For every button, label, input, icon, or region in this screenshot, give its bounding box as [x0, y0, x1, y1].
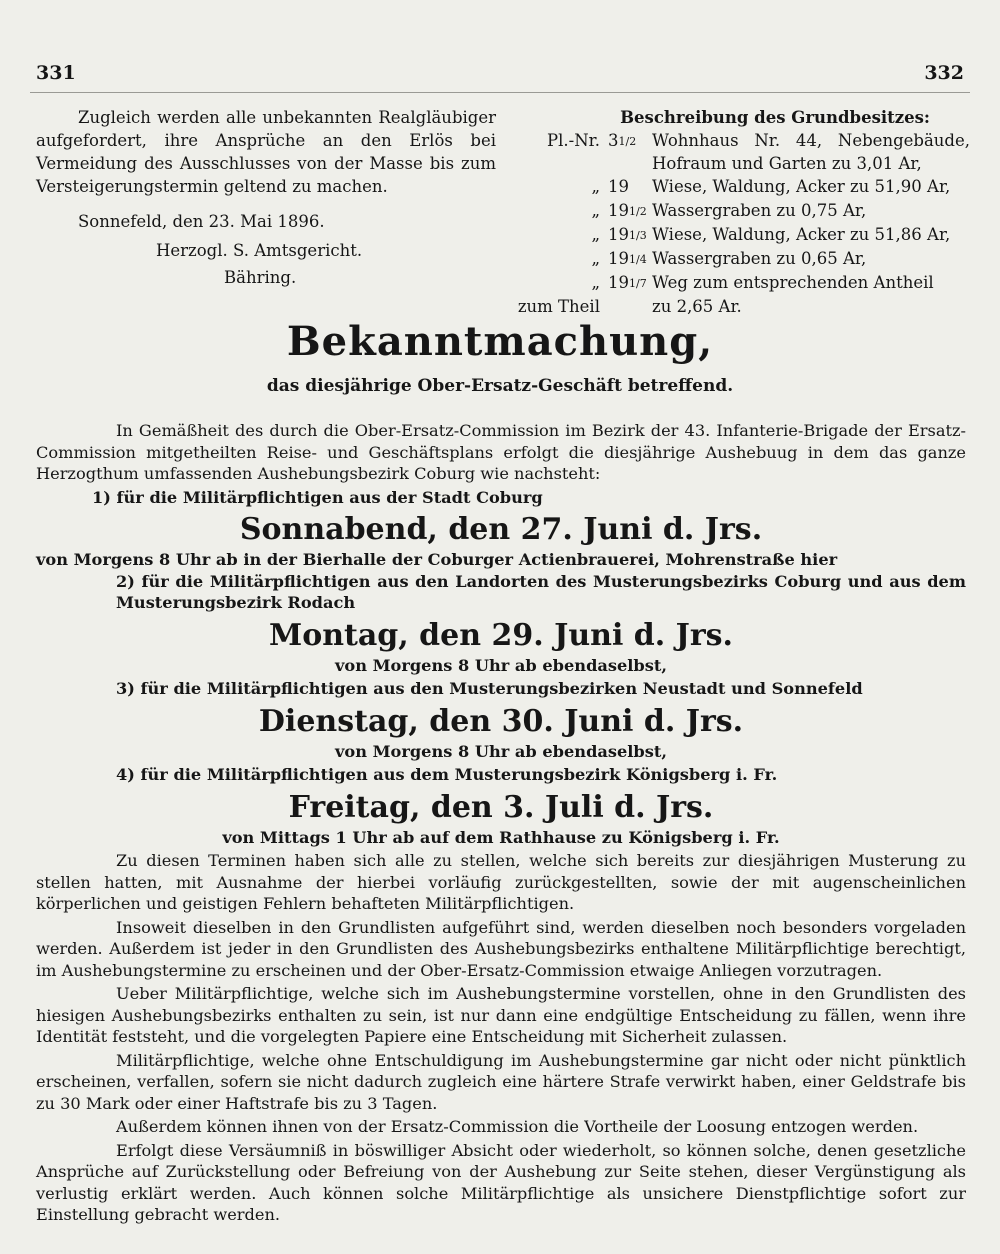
parcel-number-main: 19 — [608, 177, 629, 196]
parcel-description: Wassergraben zu 0,65 Ar, — [652, 249, 867, 268]
schedule-date-4: Freitag, den 3. Juli d. Jrs. — [288, 789, 714, 825]
property-row — [510, 271, 970, 295]
page-number-left: 331 — [36, 62, 76, 84]
court-name: Herzogl. S. Amtsgericht. — [156, 241, 363, 260]
paragraph-1: Zu diesen Terminen haben sich alle zu stellen, welche sich bereits zur diesjährigen Musterung zu stellen hatten, mit Ausnahme der hierbei vorläufig zurückgestellten, sowie der mit augenscheinlichen körperlichen und geistigen Fehlern behafteten Militärpflichtigen. — [36, 851, 966, 913]
schedule-date-1: Sonnabend, den 27. Juni d. Jrs. — [239, 512, 763, 547]
property-last-text: zu 2,65 Ar. — [652, 297, 742, 316]
parcel-number-main: 19 — [608, 201, 629, 220]
parcel-number-main: 19 — [608, 249, 629, 268]
parcel-number-fraction: 1/2 — [618, 135, 637, 148]
schedule-time-3: von Morgens 8 Uhr ab ebendaselbst, — [335, 741, 667, 761]
parcel-number — [608, 223, 652, 247]
parcel-number — [608, 129, 652, 175]
header-rule — [30, 92, 970, 93]
notice-body — [36, 420, 966, 1226]
parcel-number-fraction: 1/2 — [629, 205, 647, 218]
notice-intro: In Gemäßheit des durch die Ober-Ersatz-Commission im Bezirk der 43. Infanterie-Brigade der Ersatz-Commission mitgetheilten Reise- und Geschäftsplans erfolgt die diesjährige Aushebuug in dem das ganze Herzogthum umfassenden Aushebungsbezirk Coburg wie nachsteht: — [36, 421, 966, 483]
paragraph-2: Insoweit dieselben in den Grundlisten aufgeführt sind, werden dieselben noch besonders vorgeladen werden. Außerdem ist jeder in den Grundlisten des Aushebungsbezirks enthaltene Militärpflichtige berechtigt, im Aushebungstermine zu erscheinen und der Ober-Ersatz-Commission etwaige Anliegen vorzutragen. — [36, 917, 966, 980]
parcel-description: Wiese, Waldung, Acker zu 51,90 Ar, — [652, 177, 951, 196]
property-description — [510, 106, 970, 318]
schedule-item-1: 1) für die Militärpflichtigen aus der Stadt Coburg — [92, 487, 543, 507]
parcel-description: Wohnhaus Nr. 44, Nebengebäude, Hofraum und Garten zu 3,01 Ar, — [652, 131, 970, 173]
property-row-label: „ — [591, 273, 600, 292]
left-column — [36, 106, 496, 289]
schedule-date-2: Montag, den 29. Juni d. Jrs. — [268, 617, 733, 653]
paragraph-3: Ueber Militärpflichtige, welche sich im Aushebungstermine vorstellen, ohne in den Grundlisten des hiesigen Aushebungsbezirks enthalten zu sein, ist nur dann eine endgültige Entscheidung zu fällen, wenn ihre Identität feststeht, und die vorgelegten Papiere eine Entscheidung mit Sicherheit zulassen. — [36, 984, 966, 1046]
parcel-number — [608, 271, 652, 295]
property-last-label: zum Theil — [517, 297, 600, 316]
parcel-number-fraction: 1/4 — [629, 253, 647, 266]
property-row-last — [510, 295, 970, 318]
paragraph-6: Erfolgt diese Versäumniß in böswilliger Absicht oder wiederholt, so können solche, denen gesetzliche Ansprüche auf Zurückstellung oder Befreiung von der Aushebung zur Seite stehen, dieser Vergünstigung als verlustig erklärt werden. Auch können solche Militärpflichtige als unsichere Dienstpflichtige sofort zur Einstellung gebracht werden. — [36, 1140, 966, 1224]
parcel-description: Wiese, Waldung, Acker zu 51,86 Ar, — [652, 225, 951, 244]
parcel-number-main: 19 — [608, 273, 629, 292]
notice-subtitle: das diesjährige Ober-Ersatz-Geschäft betreffend. — [266, 376, 734, 396]
parcel-number-main: 3 — [608, 131, 619, 150]
parcel-number — [608, 199, 652, 223]
property-row-label: „ — [591, 201, 600, 220]
schedule-item-2: 2) für die Militärpflichtigen aus den Landorten des Musterungsbezirks Coburg und aus dem Musterungsbezirk Rodach — [116, 571, 966, 612]
paragraph-5: Außerdem können ihnen von der Ersatz-Commission die Vortheile der Loosung entzogen werden. — [116, 1117, 919, 1136]
signature: Bähring. — [224, 268, 297, 287]
schedule-time-1: von Morgens 8 Uhr ab in der Bierhalle der Coburger Actienbrauerei, Mohrenstraße hier — [36, 550, 838, 569]
parcel-number — [608, 247, 652, 271]
property-row — [510, 199, 970, 223]
property-row-label: „ — [591, 225, 600, 244]
property-row — [510, 129, 970, 175]
paragraph-4: Militärpflichtige, welche ohne Entschuldigung im Aushebungstermine gar nicht oder nicht pünktlich erscheinen, verfallen, sofern sie nicht dadurch zugleich eine härtere Strafe verwirkt haben, einer Geldstrafe bis zu 30 Mark oder einer Haftstrafe bis zu 3 Tagen. — [36, 1050, 966, 1113]
parcel-number-fraction: 1/3 — [629, 229, 647, 242]
place-date: Sonnefeld, den 23. Mai 1896. — [78, 212, 325, 231]
parcel-description: Wassergraben zu 0,75 Ar, — [652, 201, 867, 220]
schedule-time-4: von Mittags 1 Uhr ab auf dem Rathhause zu Königsberg i. Fr. — [222, 827, 780, 847]
parcel-number-main: 19 — [608, 225, 629, 244]
property-row-label: „ — [591, 177, 600, 196]
parcel-description: Weg zum entsprechenden Antheil — [652, 273, 934, 292]
property-row — [510, 247, 970, 271]
notice-title: Bekanntmachung, — [286, 318, 714, 365]
schedule-time-2: von Morgens 8 Uhr ab ebendaselbst, — [335, 655, 667, 675]
parcel-number-fraction: 1/7 — [629, 277, 647, 290]
property-row-label: „ — [591, 249, 600, 268]
parcel-number — [608, 175, 652, 199]
property-heading: Beschreibung des Grundbesitzes: — [620, 108, 930, 127]
schedule-date-3: Dienstag, den 30. Juni d. Jrs. — [258, 703, 744, 739]
property-row — [510, 223, 970, 247]
schedule-item-4: 4) für die Militärpflichtigen aus dem Musterungsbezirk Königsberg i. Fr. — [116, 765, 778, 784]
page-number-right: 332 — [924, 62, 964, 84]
creditor-notice: Zugleich werden alle unbekannten Realgläubiger aufgefordert, ihre Ansprüche an den Erlös bei Vermeidung des Ausschlusses von der Masse bis zum Versteigerungstermin geltend zu machen. — [36, 108, 496, 196]
property-row-label: Pl.-Nr. — [547, 131, 600, 150]
property-row — [510, 175, 970, 199]
schedule-item-3: 3) für die Militärpflichtigen aus den Musterungsbezirken Neustadt und Sonnefeld — [116, 679, 863, 698]
